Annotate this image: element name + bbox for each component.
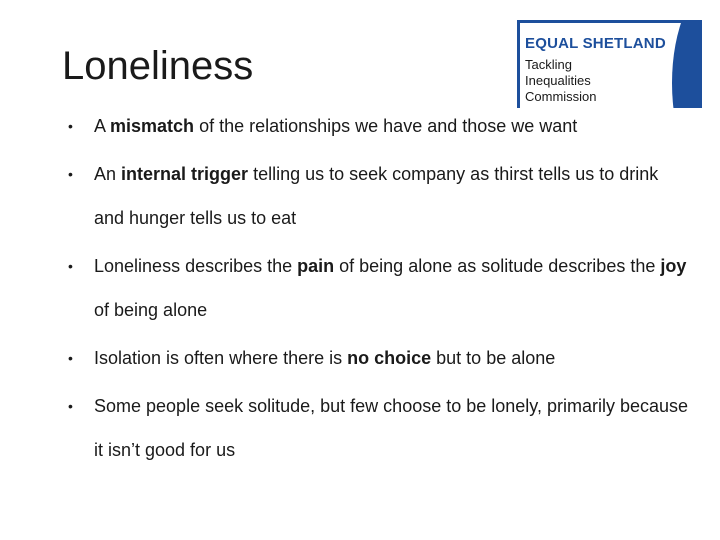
- bullet-text: of the relationships we have and those we want: [194, 116, 578, 136]
- bullet-text: of being alone as solitude describes the: [334, 256, 661, 276]
- bullet-dot: •: [68, 350, 73, 366]
- bullet-text: telling us to seek company as thirst tells us to drink and hunger tells us to eat: [94, 164, 659, 228]
- bullet-text: Some people seek solitude, but few choose to be lonely, primarily because it isn’t good for us: [94, 396, 689, 460]
- bullet-emphasis: internal trigger: [121, 164, 249, 184]
- bullet-item: [68, 384, 688, 472]
- bullet-item: [68, 244, 688, 332]
- bullet-item: [68, 104, 688, 148]
- bullet-emphasis: no choice: [347, 348, 432, 368]
- bullet-text: An: [94, 164, 122, 184]
- bullet-list: [68, 104, 688, 472]
- bullet-dot: •: [68, 118, 73, 134]
- logo-line-2: Inequalities: [525, 73, 591, 88]
- bullet-item: [68, 336, 688, 380]
- bullet-dot: •: [68, 398, 73, 414]
- slide-title: Loneliness: [62, 44, 254, 88]
- bullet-text: Isolation is often where there is: [94, 348, 348, 368]
- logo-name: EQUAL SHETLAND: [525, 35, 666, 52]
- bullet-item: [68, 152, 688, 240]
- logo-line-3: Commission: [525, 89, 597, 104]
- bullet-emphasis: mismatch: [110, 116, 195, 136]
- bullet-text: of being alone: [94, 300, 208, 320]
- equal-shetland-logo: [517, 20, 702, 108]
- bullet-emphasis: pain: [297, 256, 335, 276]
- bullet-dot: •: [68, 258, 73, 274]
- logo-line-1: Tackling: [525, 57, 572, 72]
- logo-arc-graphic: [672, 20, 702, 108]
- bullet-emphasis: joy: [660, 256, 687, 276]
- bullet-text: Loneliness describes the: [94, 256, 298, 276]
- bullet-text: but to be alone: [431, 348, 556, 368]
- bullet-text: A: [94, 116, 111, 136]
- bullet-dot: •: [68, 166, 73, 182]
